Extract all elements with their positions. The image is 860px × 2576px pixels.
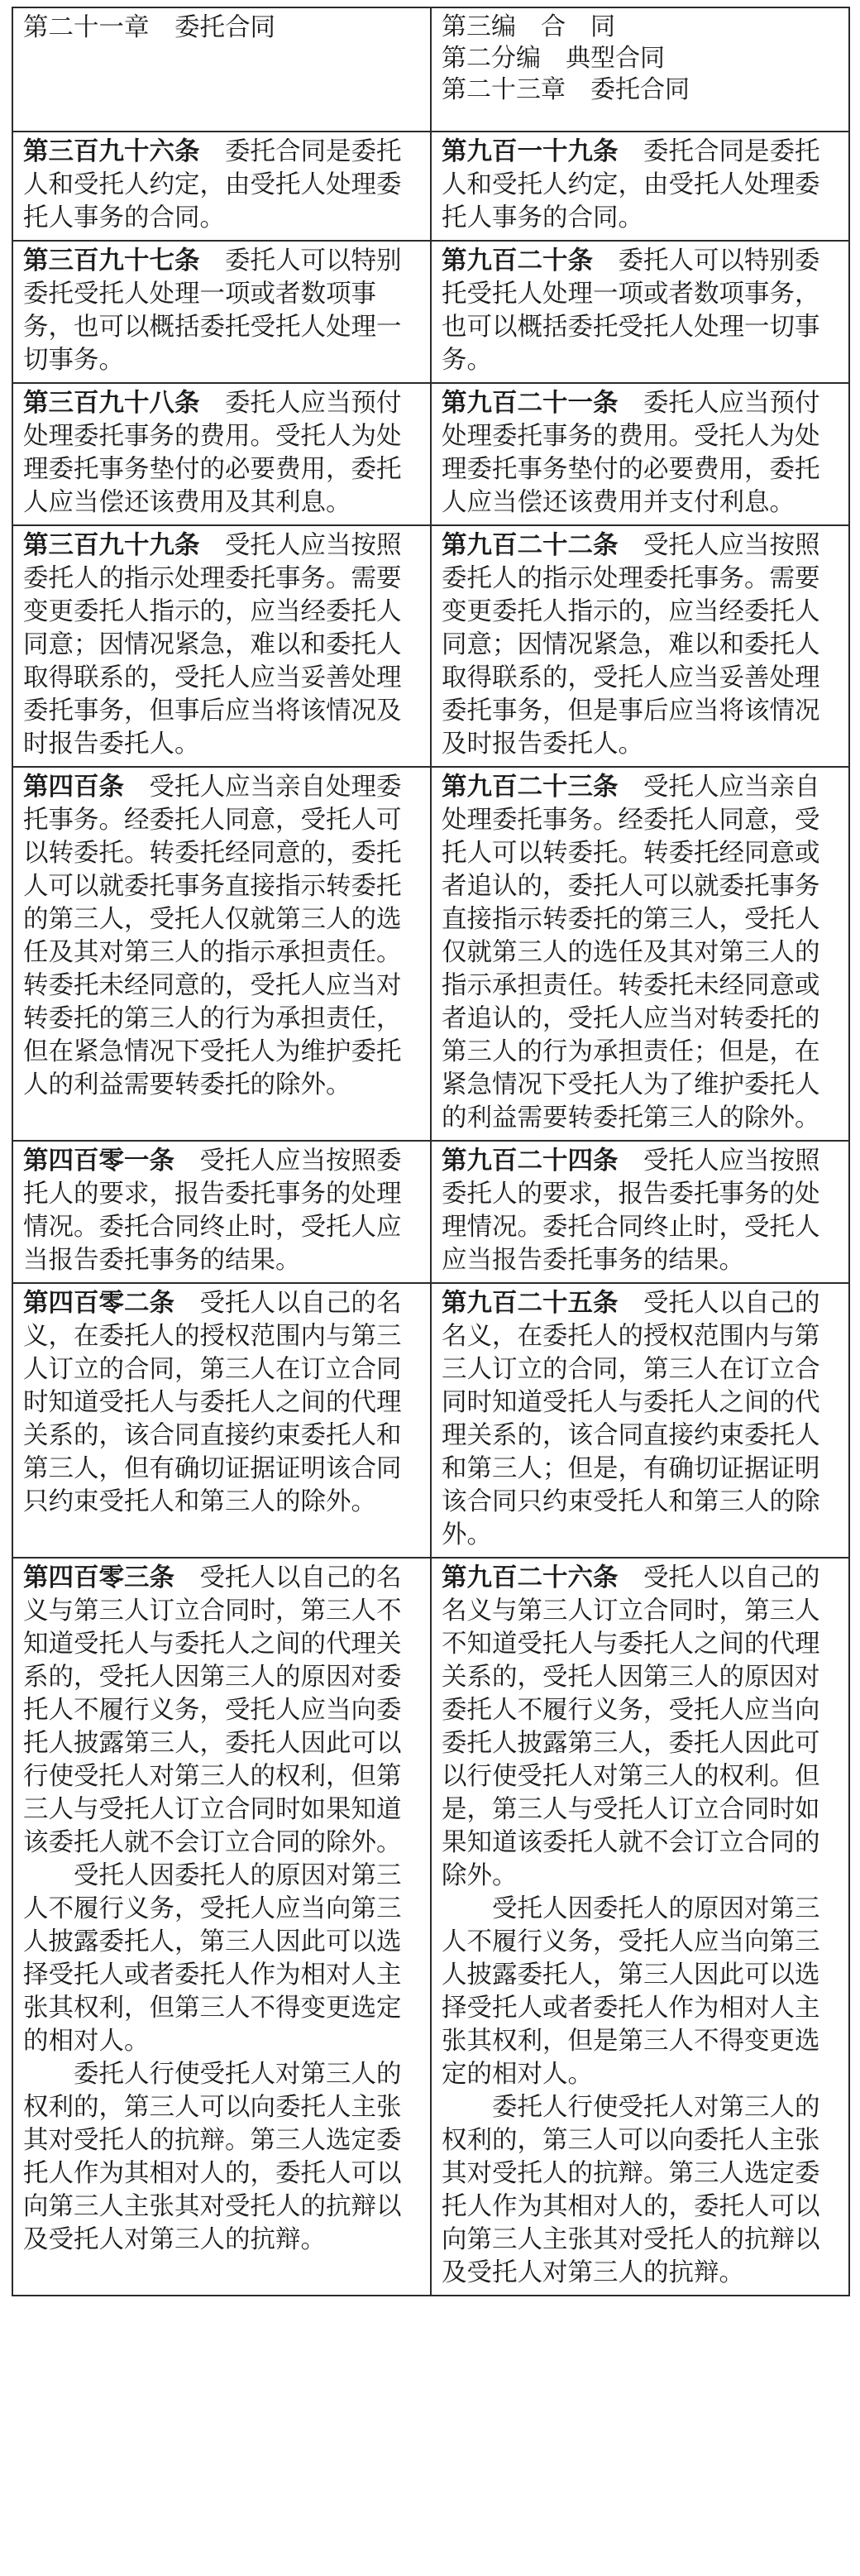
new-law-cell	[431, 1141, 849, 1283]
old-law-article-number: 第四百条	[23, 773, 124, 802]
header-row	[12, 7, 849, 132]
old-law-text: 受托人因委托人的原因对第三人不履行义务，受托人应当向第三人披露委托人，第三人因此可以选择受托人或者委托人作为相对人主张其权利，但第三人不得变更选定的相对人。	[23, 1861, 402, 2056]
new-law-article-number: 第九百二十三条	[442, 773, 619, 802]
new-law-book-title: 第三编 合 同	[442, 12, 615, 41]
new-law-cell	[431, 1283, 849, 1558]
new-law-paragraph	[442, 1145, 840, 1277]
new-law-text: 受托人应当亲自处理委托事务。经委托人同意，受托人可以转委托。转委托经同意或者追认的，委托人可以就委托事务直接指示转委托的第三人，受托人仅就第三人的选任及其对第三人的指示承担责任。转委托未经同意或者追认的，受托人应当对转委托的第三人的行为承担责任；但是，在紧急情况下受托人为了维护委托人的利益需要转委托第三人的除外。	[442, 773, 820, 1132]
old-law-cell	[12, 767, 431, 1141]
new-law-cell	[431, 241, 849, 383]
new-law-paragraph	[442, 136, 840, 235]
article-row	[12, 525, 849, 767]
article-rows	[12, 132, 849, 2296]
article-row	[12, 1558, 849, 2296]
old-law-cell	[12, 1283, 431, 1558]
new-law-cell	[431, 767, 849, 1141]
old-law-text: 受托人应当按照委托人的指示处理委托事务。需要变更委托人指示的，应当经委托人同意；因情况紧急，难以和委托人取得联系的，受托人应当妥善处理委托事务，但事后应当将该情况及时报告委托人。	[23, 531, 402, 759]
old-law-text: 委托人可以特别委托受托人处理一项或者数项事务，也可以概括委托受托人处理一切事务。	[23, 247, 402, 375]
old-law-article-number: 第四百零二条	[23, 1289, 174, 1318]
old-law-text: 委托人行使受托人对第三人的权利的，第三人可以向委托人主张其对受托人的抗辩。第三人选定委托人作为其相对人的，委托人可以向第三人主张其对受托人的抗辩以及受托人对第三人的抗辩。	[23, 2060, 402, 2254]
new-law-text: 委托人应当预付处理委托事务的费用。受托人为处理委托事务垫付的必要费用，委托人应当偿还该费用并支付利息。	[442, 389, 820, 517]
new-law-text: 受托人以自己的名义，在委托人的授权范围内与第三人订立的合同，第三人在订立合同时知道受托人与委托人之间的代理关系的，该合同直接约束委托人和第三人；但是，有确切证据证明该合同只约束受托人和第三人的除外。	[442, 1289, 820, 1549]
new-law-cell	[431, 525, 849, 767]
new-law-article-number: 第九百二十条	[442, 247, 593, 275]
new-law-text: 委托人行使受托人对第三人的权利的，第三人可以向委托人主张其对受托人的抗辩。第三人选定委托人作为其相对人的，委托人可以向第三人主张其对受托人的抗辩以及受托人对第三人的抗辩。	[442, 2093, 820, 2287]
old-law-paragraph	[23, 1287, 422, 1519]
new-law-article-number: 第九百二十四条	[442, 1147, 619, 1175]
new-law-paragraph	[442, 1562, 840, 1893]
old-law-paragraph	[23, 771, 422, 1102]
old-law-paragraph	[23, 1562, 422, 1860]
old-law-paragraph	[23, 1145, 422, 1277]
old-law-cell	[12, 525, 431, 767]
old-law-article-number: 第四百零三条	[23, 1563, 174, 1592]
new-law-paragraph	[442, 1893, 840, 2091]
new-law-text: 受托人应当按照委托人的要求，报告委托事务的处理情况。委托合同终止时，受托人应当报告委托事务的结果。	[442, 1147, 820, 1275]
old-law-article-number: 第三百九十七条	[23, 247, 200, 275]
new-law-text: 委托人可以特别委托受托人处理一项或者数项事务，也可以概括委托受托人处理一切事务。	[442, 247, 820, 375]
new-law-paragraph	[442, 2091, 840, 2290]
old-law-article-number: 第四百零一条	[23, 1147, 174, 1175]
new-law-chapter-title: 第二十三章 委托合同	[442, 75, 690, 104]
new-law-paragraph	[442, 529, 840, 761]
old-law-text: 委托合同是委托人和受托人约定，由受托人处理委托人事务的合同。	[23, 137, 402, 232]
article-row	[12, 383, 849, 525]
old-law-cell	[12, 1558, 431, 2296]
new-law-article-number: 第九百二十一条	[442, 389, 619, 418]
old-law-text: 受托人应当亲自处理委托事务。经委托人同意，受托人可以转委托。转委托经同意的，委托人可以就委托事务直接指示转委托的第三人，受托人仅就第三人的选任及其对第三人的指示承担责任。转委托未经同意的，受托人应当对转委托的第三人的行为承担责任，但在紧急情况下受托人为维护委托人的利益需要转委托的除外。	[23, 773, 402, 1099]
old-law-text: 受托人以自己的名义与第三人订立合同时，第三人不知道受托人与委托人之间的代理关系的，受托人因第三人的原因对委托人不履行义务，受托人应当向委托人披露第三人，委托人因此可以行使受托人对第三人的权利，但第三人与受托人订立合同时如果知道该委托人就不会订立合同的除外。	[23, 1563, 402, 1857]
old-law-article-number: 第三百九十八条	[23, 389, 200, 418]
new-law-article-number: 第九百二十六条	[442, 1563, 619, 1592]
old-law-text: 受托人应当按照委托人的要求，报告委托事务的处理情况。委托合同终止时，受托人应当报告委托事务的结果。	[23, 1147, 402, 1275]
old-law-cell	[12, 132, 431, 241]
old-law-text: 受托人以自己的名义，在委托人的授权范围内与第三人订立的合同，第三人在订立合同时知道受托人与委托人之间的代理关系的，该合同直接约束委托人和第三人，但有确切证据证明该合同只约束受托人和第三人的除外。	[23, 1289, 402, 1516]
article-row	[12, 132, 849, 241]
article-row	[12, 241, 849, 383]
new-law-paragraph	[442, 387, 840, 520]
old-law-text: 委托人应当预付处理委托事务的费用。受托人为处理委托事务垫付的必要费用，委托人应当偿还该费用及其利息。	[23, 389, 402, 517]
old-law-article-number: 第三百九十六条	[23, 137, 200, 166]
new-law-paragraph	[442, 771, 840, 1135]
new-law-paragraph	[442, 245, 840, 377]
article-row	[12, 1141, 849, 1283]
old-law-cell	[12, 383, 431, 525]
old-law-cell	[12, 241, 431, 383]
old-law-paragraph	[23, 2058, 422, 2257]
article-row	[12, 767, 849, 1141]
old-law-header	[12, 7, 431, 132]
new-law-article-number: 第九百二十五条	[442, 1289, 619, 1318]
new-law-article-number: 第九百一十九条	[442, 137, 619, 166]
old-law-paragraph	[23, 245, 422, 377]
new-law-text: 受托人因委托人的原因对第三人不履行义务，受托人应当向第三人披露委托人，第三人因此可以选择受托人或者委托人作为相对人主张其权利，但是第三人不得变更选定的相对人。	[442, 1894, 820, 2089]
new-law-part-title: 第二分编 典型合同	[442, 44, 665, 73]
old-law-paragraph	[23, 387, 422, 520]
new-law-text: 委托合同是委托人和受托人约定，由受托人处理委托人事务的合同。	[442, 137, 820, 232]
new-law-cell	[431, 132, 849, 241]
new-law-cell	[431, 383, 849, 525]
comparison-table	[12, 7, 850, 2296]
old-law-paragraph	[23, 529, 422, 761]
old-law-paragraph	[23, 136, 422, 235]
new-law-text: 受托人应当按照委托人的指示处理委托事务。需要变更委托人指示的，应当经委托人同意；因情况紧急，难以和委托人取得联系的，受托人应当妥善处理委托事务，但是事后应当将该情况及时报告委托人。	[442, 531, 820, 759]
old-law-chapter-title: 第二十一章 委托合同	[23, 13, 275, 42]
new-law-text: 受托人以自己的名义与第三人订立合同时，第三人不知道受托人与委托人之间的代理关系的，受托人因第三人的原因对委托人不履行义务，受托人应当向委托人披露第三人，委托人因此可以行使受托人对第三人的权利。但是，第三人与受托人订立合同时如果知道该委托人就不会订立合同的除外。	[442, 1563, 820, 1890]
old-law-cell	[12, 1141, 431, 1283]
new-law-article-number: 第九百二十二条	[442, 531, 619, 560]
new-law-cell	[431, 1558, 849, 2296]
new-law-paragraph	[442, 1287, 840, 1552]
article-row	[12, 1283, 849, 1558]
old-law-article-number: 第三百九十九条	[23, 531, 200, 560]
new-law-header	[431, 7, 849, 132]
old-law-paragraph	[23, 1860, 422, 2058]
